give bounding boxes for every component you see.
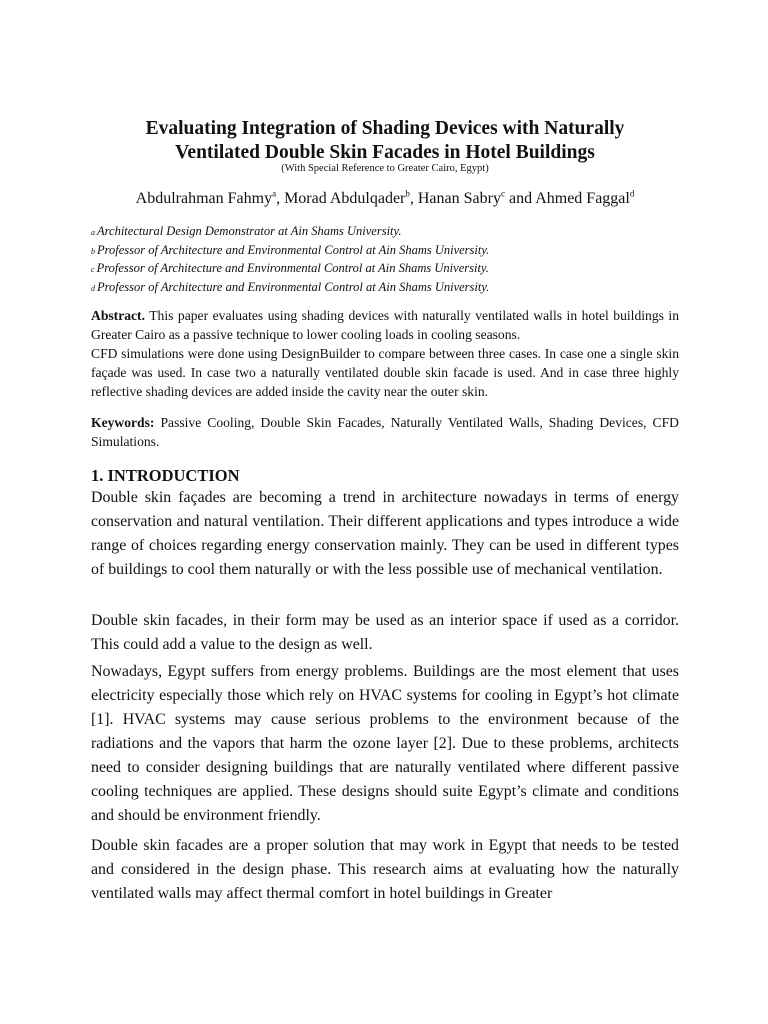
body-paragraph: Double skin façades are becoming a trend in architecture nowadays in terms of energy conservation and natural ventilation. Their different applications and types introduce a wide range of choices regarding energy conservation mainly. They can be used in different types of buildings to cool them naturally or with the less possible use of mechanical ventilation. [91,489,679,578]
author-mark: a [272,188,277,199]
author-name: Ahmed Faggal [535,190,630,207]
keywords-text: Passive Cooling, Double Skin Facades, Naturally Ventilated Walls, Shading Devices, CFD Simulations. [91,415,679,449]
body-paragraph: Double skin facades are a proper solution that may work in Egypt that needs to be tested and considered in the design phase. This research aims at evaluating how the naturally ventilated walls may affect thermal comfort in hotel buildings in Greater [91,837,679,902]
body-paragraph: Double skin facades, in their form may be used as an interior space if used as a corridor. This could add a value to the design as well. [91,612,679,653]
affiliation-item [91,223,679,242]
affiliation-text: Professor of Architecture and Environmental Control at Ain Shams University. [97,242,490,257]
affiliation-text: Professor of Architecture and Environmental Control at Ain Shams University. [96,261,489,275]
paper-subtitle: (With Special Reference to Greater Cairo, Egypt) [281,163,489,174]
keywords-label: Keywords: [91,415,155,430]
body-paragraph: Nowadays, Egypt suffers from energy problems. Buildings are the most element that uses electricity especially those which rely on HVAC systems for cooling in Egypt’s hot climate [1]. HVAC systems may cause serious problems to the environment because of the radiations and the vapors that harm the ozone layer [2]. Due to these problems, architects need to consider designing buildings that are naturally ventilated where different passive cooling techniques are applied. These designs should suite Egypt’s climate and conditions and should be environment friendly. [91,663,679,824]
author-name: Hanan Sabry [417,190,501,207]
author-name: Abdulrahman Fahmy [135,190,273,207]
author-name: Morad Abdulqader [284,190,406,207]
affiliation-mark: b [91,246,95,256]
affiliation-text: Architectural Design Demonstrator at Ain Shams University. [97,224,402,238]
affiliation-mark: a [91,228,95,237]
abstract-paragraph: CFD simulations were done using DesignBuilder to compare between three cases. In case one a single skin façade was used. In case two a naturally ventilated double skin facade is used. And in case three highly reflective shading devices are added inside the cavity near the outer skin. [91,346,679,399]
affiliation-item [91,260,679,279]
affiliation-text: Professor of Architecture and Environmental Control at Ain Shams University. [97,279,490,294]
title-line-2: Ventilated Double Skin Facades in Hotel Buildings [175,142,595,163]
affiliation-item [91,242,679,261]
author-mark: d [629,188,635,199]
abstract-paragraph [91,306,679,344]
author-separator: , [409,190,418,207]
author-separator: and [504,190,536,207]
abstract-label: Abstract. [91,308,145,323]
abstract-text: This paper evaluates using shading devices with naturally ventilated walls in hotel buildings in Greater Cairo as a passive technique to lower cooling loads in cooling seasons. [91,308,679,342]
abstract [91,306,679,401]
affiliation-mark: d [91,283,95,293]
affiliation-item [91,279,679,298]
affiliation-list [91,223,679,297]
affiliation-mark: c [91,265,95,274]
author-separator: , [276,190,285,207]
keywords [91,413,679,451]
author-mark: b [405,188,410,199]
author-list [91,189,679,209]
author-mark: c [500,188,505,199]
title-line-1: Evaluating Integration of Shading Devices with Naturally [145,118,625,139]
section-heading: 1. INTRODUCTION [91,466,240,485]
paper-title [91,117,679,165]
